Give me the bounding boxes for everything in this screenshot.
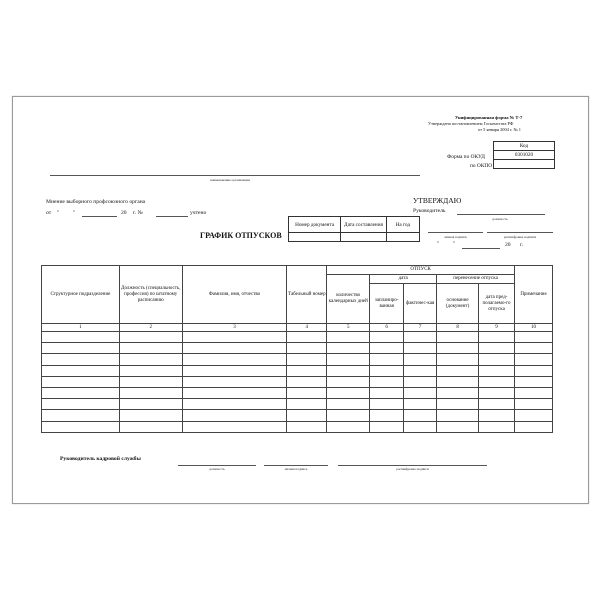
table-cell[interactable] <box>327 421 370 432</box>
table-cell[interactable] <box>119 365 182 376</box>
table-cell[interactable] <box>327 354 370 365</box>
group-header-transfer: перенесение отпуска <box>437 275 515 284</box>
col-header-planned: запланиро-ванная <box>370 284 404 324</box>
okud-code[interactable]: 0301020 <box>494 151 555 160</box>
table-cell[interactable] <box>42 332 120 343</box>
code-table <box>493 141 555 169</box>
approve-head-label: Руководитель <box>413 208 446 214</box>
table-cell[interactable] <box>514 332 552 343</box>
table-cell[interactable] <box>287 410 327 421</box>
okpo-label: по ОКПО <box>470 163 493 169</box>
table-row <box>42 365 553 376</box>
col-header-actual: фактичес-кая <box>404 284 437 324</box>
table-cell[interactable] <box>437 354 479 365</box>
table-row <box>42 387 553 398</box>
table-cell[interactable] <box>370 376 404 387</box>
table-cell[interactable] <box>287 421 327 432</box>
table-cell[interactable] <box>42 354 120 365</box>
column-number: 6 <box>370 324 404 332</box>
table-cell[interactable] <box>370 421 404 432</box>
col-header-structural-unit: Структурное подразделение <box>42 266 120 324</box>
union-date-line[interactable] <box>82 216 117 217</box>
table-cell[interactable] <box>42 376 120 387</box>
table-body <box>42 332 553 433</box>
table-cell[interactable] <box>514 376 552 387</box>
approve-year-label: 20 <box>505 242 511 248</box>
table-cell[interactable] <box>119 410 182 421</box>
hr-signature-caption: личная подпись <box>284 467 308 471</box>
table-cell[interactable] <box>327 387 370 398</box>
table-cell[interactable] <box>437 410 479 421</box>
union-quote-open: " <box>57 210 60 216</box>
table-cell[interactable] <box>287 399 327 410</box>
table-cell[interactable] <box>327 343 370 354</box>
doc-number-value[interactable] <box>289 233 341 242</box>
table-cell[interactable] <box>404 421 437 432</box>
organization-line[interactable] <box>50 175 420 176</box>
group-header-date: дата <box>370 275 437 284</box>
table-row <box>42 354 553 365</box>
table-cell[interactable] <box>370 365 404 376</box>
table-cell[interactable] <box>479 376 515 387</box>
okud-label: Форма по ОКУД <box>447 154 485 160</box>
table-cell[interactable] <box>437 332 479 343</box>
column-number: 2 <box>119 324 182 332</box>
table-cell[interactable] <box>182 399 287 410</box>
table-cell[interactable] <box>404 365 437 376</box>
table-cell[interactable] <box>182 365 287 376</box>
table-cell[interactable] <box>437 421 479 432</box>
table-row <box>42 421 553 432</box>
table-cell[interactable] <box>182 410 287 421</box>
table-cell[interactable] <box>479 399 515 410</box>
table-cell[interactable] <box>514 421 552 432</box>
union-from-label: от <box>46 210 52 216</box>
table-cell[interactable] <box>370 354 404 365</box>
table-cell[interactable] <box>287 343 327 354</box>
table-cell[interactable] <box>437 376 479 387</box>
union-quote-close: " <box>73 210 76 216</box>
table-cell[interactable] <box>119 387 182 398</box>
col-header-calendar-days: количество календарных дней <box>327 275 370 324</box>
table-cell[interactable] <box>404 399 437 410</box>
approve-signature-caption: личная подпись <box>444 235 467 239</box>
table-cell[interactable] <box>327 332 370 343</box>
table-cell[interactable] <box>479 332 515 343</box>
column-number: 5 <box>327 324 370 332</box>
doc-year-header: На год <box>386 217 419 233</box>
approve-title: УТВЕРЖДАЮ <box>413 196 462 205</box>
approve-quote-open: " <box>437 241 440 247</box>
table-cell[interactable] <box>287 354 327 365</box>
col-header-full-name: Фамилия, имя, отчество <box>182 266 287 324</box>
table-cell[interactable] <box>42 399 120 410</box>
union-number-line[interactable] <box>156 216 188 217</box>
table-cell[interactable] <box>42 365 120 376</box>
column-number: 8 <box>437 324 479 332</box>
table-cell[interactable] <box>327 376 370 387</box>
table-cell[interactable] <box>479 421 515 432</box>
table-cell[interactable] <box>182 387 287 398</box>
table-cell[interactable] <box>182 332 287 343</box>
table-cell[interactable] <box>437 387 479 398</box>
doc-number-header: Номер документа <box>289 217 341 233</box>
table-cell[interactable] <box>42 421 120 432</box>
organization-caption: наименование организации <box>210 178 250 182</box>
table-cell[interactable] <box>404 376 437 387</box>
table-row <box>42 343 553 354</box>
hr-head-label: Руководитель кадровой службы <box>60 456 141 462</box>
col-header-basis: основание (документ) <box>437 284 479 324</box>
table-cell[interactable] <box>370 343 404 354</box>
table-cell[interactable] <box>287 365 327 376</box>
hr-decoding-line[interactable] <box>338 465 487 466</box>
table-cell[interactable] <box>479 354 515 365</box>
column-number: 4 <box>287 324 327 332</box>
col-header-personnel-number: Табельный номер <box>287 266 327 324</box>
col-header-expected-date: дата пред-полагаемо-го отпуска <box>479 284 515 324</box>
table-row <box>42 410 553 421</box>
table-row <box>42 399 553 410</box>
table-cell[interactable] <box>182 376 287 387</box>
table-cell[interactable] <box>119 376 182 387</box>
approve-position-caption: должность <box>492 217 508 221</box>
table-row <box>42 376 553 387</box>
union-taken-label: учтено <box>190 210 207 216</box>
table-cell[interactable] <box>514 387 552 398</box>
column-number: 9 <box>479 324 515 332</box>
table-cell[interactable] <box>479 410 515 421</box>
form-title: Унифицированная форма № Т-7 <box>455 115 523 120</box>
table-cell[interactable] <box>119 354 182 365</box>
union-number-label: г. № <box>133 210 143 216</box>
column-number: 10 <box>514 324 552 332</box>
table-cell[interactable] <box>42 387 120 398</box>
table-cell[interactable] <box>119 399 182 410</box>
vacation-schedule-table <box>41 265 553 433</box>
hr-position-line[interactable] <box>178 465 256 466</box>
table-cell[interactable] <box>287 387 327 398</box>
code-header: Код <box>494 142 555 151</box>
approve-quote-close: " <box>453 241 456 247</box>
table-cell[interactable] <box>327 410 370 421</box>
approve-decoding-caption: расшифровка подписи <box>503 235 537 239</box>
union-opinion-label: Мнение выборного профсоюзного органа <box>46 199 146 205</box>
group-header-vacation: ОТПУСК <box>327 266 515 275</box>
document-table <box>288 216 420 242</box>
table-cell[interactable] <box>479 387 515 398</box>
table-cell[interactable] <box>404 354 437 365</box>
table-cell[interactable] <box>437 399 479 410</box>
column-number: 7 <box>404 324 437 332</box>
table-cell[interactable] <box>437 365 479 376</box>
table-cell[interactable] <box>514 410 552 421</box>
table-cell[interactable] <box>42 343 120 354</box>
table-cell[interactable] <box>287 376 327 387</box>
table-cell[interactable] <box>370 387 404 398</box>
table-cell[interactable] <box>327 365 370 376</box>
table-cell[interactable] <box>514 354 552 365</box>
approved-line-2: от 5 января 2004 г. № 1 <box>478 127 521 132</box>
page-title: ГРАФИК ОТПУСКОВ <box>200 231 282 240</box>
table-cell[interactable] <box>287 332 327 343</box>
table-cell[interactable] <box>182 354 287 365</box>
table-cell[interactable] <box>479 365 515 376</box>
table-cell[interactable] <box>119 421 182 432</box>
table-row <box>42 332 553 343</box>
hr-signature-line[interactable] <box>264 465 328 466</box>
table-cell[interactable] <box>404 387 437 398</box>
table-cell[interactable] <box>182 343 287 354</box>
column-number-row <box>42 324 553 332</box>
table-cell[interactable] <box>514 399 552 410</box>
table-cell[interactable] <box>479 343 515 354</box>
approve-signature-line[interactable] <box>428 232 483 233</box>
table-cell[interactable] <box>514 343 552 354</box>
doc-date-header: Дата составления <box>341 217 387 233</box>
doc-year-value[interactable] <box>386 233 419 242</box>
column-number: 1 <box>42 324 120 332</box>
column-number: 3 <box>182 324 287 332</box>
approved-line-1: Утверждена постановлением Госкомстата РФ <box>428 121 514 126</box>
table-cell[interactable] <box>370 410 404 421</box>
hr-decoding-caption: расшифровка подписи <box>396 467 429 471</box>
table-cell[interactable] <box>370 332 404 343</box>
col-header-note: Примечание <box>514 266 552 324</box>
okpo-code[interactable] <box>494 160 555 169</box>
col-header-position: Должность (специальность, профессия) по штатному расписанию <box>119 266 182 324</box>
union-year-label: 20 <box>121 210 127 216</box>
approve-year-suffix: г. <box>520 242 524 248</box>
table-cell[interactable] <box>514 365 552 376</box>
doc-date-value[interactable] <box>341 233 387 242</box>
table-cell[interactable] <box>404 343 437 354</box>
table-cell[interactable] <box>119 343 182 354</box>
table-cell[interactable] <box>370 399 404 410</box>
approve-date-line[interactable] <box>462 248 500 249</box>
table-cell[interactable] <box>42 410 120 421</box>
table-cell[interactable] <box>404 332 437 343</box>
approve-decoding-line[interactable] <box>487 232 553 233</box>
table-cell[interactable] <box>437 343 479 354</box>
table-cell[interactable] <box>327 399 370 410</box>
hr-position-caption: должность <box>209 467 225 471</box>
table-cell[interactable] <box>119 332 182 343</box>
table-cell[interactable] <box>182 421 287 432</box>
table-cell[interactable] <box>404 410 437 421</box>
approve-position-line[interactable] <box>457 214 545 215</box>
